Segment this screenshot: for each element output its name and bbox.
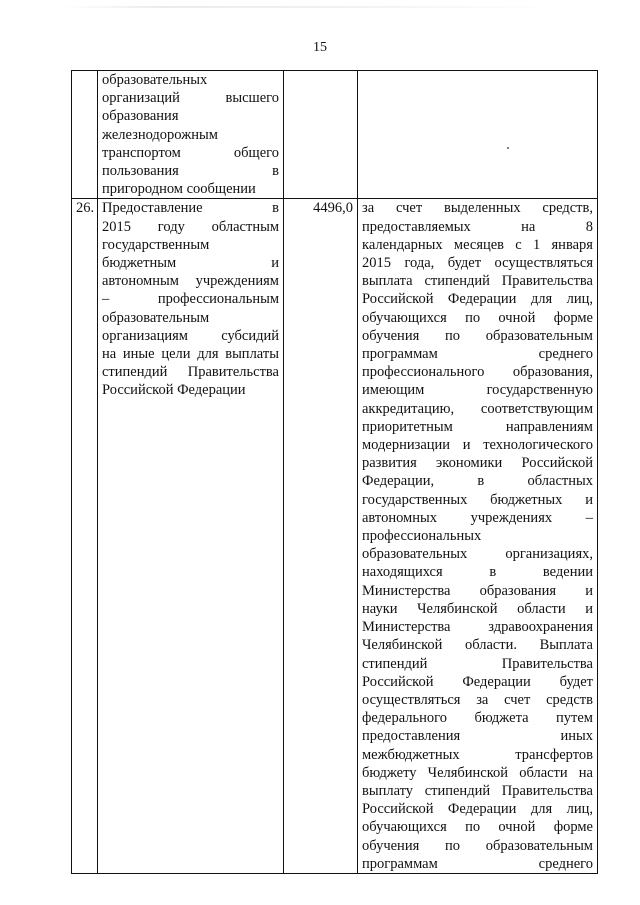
word: учреждениях [470,509,553,526]
word: счет [504,691,531,708]
word: – [102,291,110,308]
word: бюджета [474,710,529,727]
text-line [362,636,593,654]
text-line [102,199,279,217]
text-line [102,162,279,180]
text-line: профессиональных [362,528,482,545]
word: области [519,764,568,781]
text-line [102,144,279,162]
word: в [272,200,279,217]
word: общего [233,144,279,161]
word: Выплата [539,637,593,654]
word: Российской [362,291,434,308]
word: Федерации [447,291,517,308]
word: на [578,764,593,781]
word: стипендий [362,655,428,672]
text-line [362,309,593,327]
scan-dot [507,147,509,149]
word: автономных [362,509,437,526]
word: Российской [362,673,434,690]
word: Челябинской [417,600,498,617]
text-line [102,218,279,236]
text-line: железнодорожным [102,126,218,143]
word: стипендий [424,273,490,290]
word: организациях, [505,546,593,563]
word: обучения [362,837,420,854]
word: будет [447,255,482,272]
word: областных [527,473,593,490]
word: и [585,600,593,617]
text-line: Российской Федерации [102,382,246,399]
word: государственную [486,382,593,399]
text-line [362,436,593,454]
word: предоставляемых [362,218,471,235]
text-line: образовательным [102,309,210,326]
cell-number: 26. [72,199,98,874]
text-line [362,472,593,490]
word: в [477,473,485,490]
text-line: образовательных [102,72,208,88]
word: на [102,346,117,363]
word: федерального [362,710,447,727]
word: Правительства [501,273,593,290]
word: обучающихся [362,819,447,836]
word: для [530,291,553,308]
text-line [362,545,593,563]
word: Челябинской [427,764,509,781]
word: образовательных [362,546,468,563]
word: здравоохранения [488,619,593,636]
text-line [102,363,279,381]
word: стипендий [102,364,168,381]
word: области [517,600,566,617]
text-line: государственным [102,236,210,253]
word: бюджетным [102,255,177,272]
word: образовательным [485,327,593,344]
word: в [272,163,279,180]
word: Правительства [501,782,593,799]
word: развития [362,455,417,472]
word: программам [362,855,438,872]
word: межбюджетных [362,746,460,763]
word: Министерства [362,619,451,636]
word: 8 [585,218,593,235]
word: предоставления [362,728,461,745]
word: образования, [512,364,593,381]
word: 2015 [362,255,391,272]
cell-name [98,199,284,874]
table-row-continued [72,71,598,199]
word: году [157,218,185,235]
word: выплату [362,782,414,799]
word: организациям [102,327,188,344]
word: государственных [362,491,468,508]
word: профессионального [362,364,485,381]
cell-number-empty [72,71,98,199]
budget-table [71,70,598,874]
word: Правительства [187,364,279,381]
word: имеющим [362,382,425,399]
word: пользования [102,163,179,180]
cell-description [358,199,598,874]
word: Федерации [462,673,531,690]
word: бюджетных [490,491,563,508]
word: года, [404,255,435,272]
word: Предоставление [102,200,203,217]
word: иных [560,728,593,745]
text-line [362,272,593,290]
word: технологического [483,437,593,454]
page-number: 15 [313,40,327,55]
word: иные [122,346,155,363]
word: по [465,309,481,326]
word: средств, [542,200,593,217]
text-line [362,837,593,855]
word: науки [362,600,398,617]
cell-amount-empty [284,71,358,199]
description-text [362,199,593,873]
word: обучающихся [362,309,447,326]
text-line [362,782,593,800]
cell-description-empty [358,71,598,199]
word: 2015 [102,218,131,235]
word: выплаты [225,346,279,363]
text-line [362,491,593,509]
text-line [362,509,593,527]
word: за [362,200,375,217]
word: образования [479,582,557,599]
text-line [362,254,593,272]
text-line [362,618,593,636]
word: трансфертов [515,746,593,763]
word: Федерации [447,801,517,818]
scan-artifact [60,6,560,8]
text-line [362,381,593,399]
word: и [585,491,593,508]
word: выделенных [444,200,521,217]
word: за [476,691,489,708]
word: очной [498,309,536,326]
text-line [362,655,593,673]
word: для [197,346,219,363]
text-line [362,400,593,418]
text-line [362,236,593,254]
text-line [362,418,593,436]
word: лиц, [566,801,593,818]
word: по [445,837,461,854]
word: модернизации [362,437,451,454]
word: среднего [538,346,593,363]
text-line [102,272,279,290]
word: путем [556,710,593,727]
word: профессиональным [157,291,279,308]
word: учреждениям [195,273,279,290]
word: цели [161,346,191,363]
word: осуществляться [362,691,461,708]
text-line [102,345,279,363]
word: на [521,218,536,235]
text-line: пригородном сообщении [102,181,256,198]
cell-name-continued [98,71,284,199]
word: счет [395,200,423,217]
word: находящихся [362,564,443,581]
text-line [362,818,593,836]
word: в [489,564,497,581]
text-line [362,691,593,709]
word: бюджету [362,764,417,781]
text-line [362,327,593,345]
cell-amount: 4496,0 [284,199,358,874]
word: очной [498,819,536,836]
word: автономным [102,273,179,290]
word: выплата [362,273,413,290]
text-line [362,363,593,381]
word: направлениям [505,418,593,435]
text-line [362,727,593,745]
word: транспортом [102,144,181,161]
text-line [362,746,593,764]
word: ведении [542,564,593,581]
word: Министерства [362,582,451,599]
word: по [445,327,461,344]
text-line [362,855,593,873]
name-text-continued [102,71,279,198]
word: средств [546,691,593,708]
word: экономики [436,455,503,472]
word: с [515,236,522,253]
word: организаций [102,90,180,107]
word: субсидий [221,327,279,344]
word: – [585,509,593,526]
word: будет [559,673,593,690]
word: для [530,801,553,818]
word: программам [362,346,438,363]
text-line [102,89,279,107]
word: соответствующим [480,400,593,417]
word: среднего [538,855,593,872]
word: приоритетным [362,418,453,435]
word: высшего [225,90,279,107]
word: обучения [362,327,420,344]
word: аккредитацию, [362,400,455,417]
text-line [362,673,593,691]
word: Российской [362,801,434,818]
word: Правительства [501,655,593,672]
word: форме [553,309,593,326]
word: области. [464,637,518,654]
word: Челябинской [362,637,443,654]
text-line [362,454,593,472]
word: 1 [533,236,541,253]
word: и [271,255,279,272]
word: и [462,437,471,454]
text-line [362,218,593,236]
text-line [362,199,593,217]
word: форме [553,819,593,836]
text-line [102,290,279,308]
word: января [551,236,593,253]
text-line [102,254,279,272]
word: Федерации, [362,473,435,490]
word: и [585,582,593,599]
text-line [362,563,593,581]
text-line [362,764,593,782]
word: образовательным [485,837,593,854]
text-line [102,327,279,345]
word: лиц, [566,291,593,308]
word: Российской [521,455,593,472]
text-line [362,800,593,818]
text-line [362,600,593,618]
name-text [102,199,279,399]
word: календарных [362,236,443,253]
word: месяцев [453,236,505,253]
table-row-26 [72,199,598,874]
text-line [362,290,593,308]
word: областным [211,218,279,235]
text-line [362,582,593,600]
text-line [362,709,593,727]
text-line: образования [102,108,179,125]
text-line [362,345,593,363]
word: стипендий [424,782,491,799]
word: по [465,819,481,836]
word: осуществляться [494,255,593,272]
